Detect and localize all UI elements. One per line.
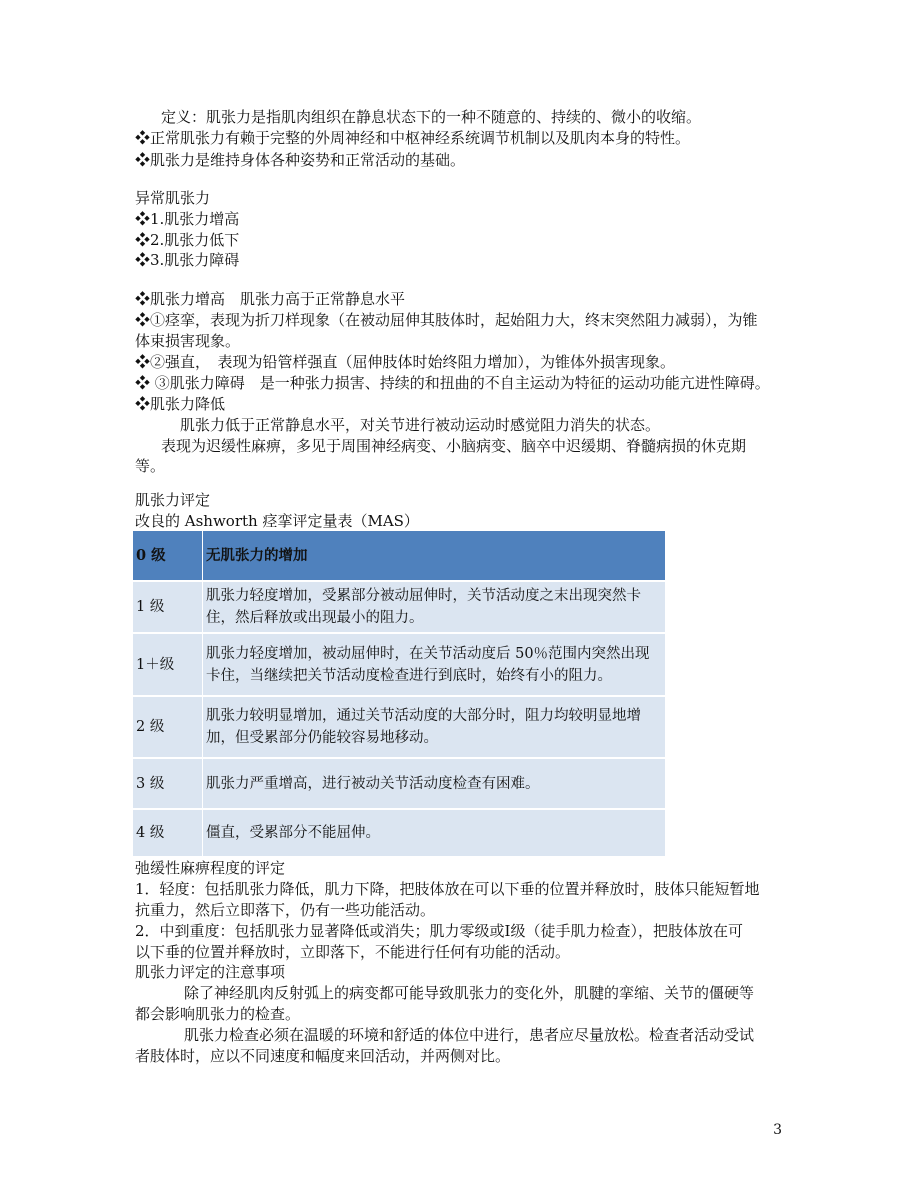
paragraph-line: 抗重力，然后立即落下，仍有一些功能活动。 [135, 901, 436, 919]
definition-line: ❖正常肌张力有赖于完整的外周神经和中枢神经系统调节机制以及肌肉本身的特性。 [135, 129, 691, 147]
description-cell: 肌张力轻度增加，被动屈伸时，在关节活动度后 50％范围内突然出现卡住，当继续把关节活动度检查进行到底时，始终有小的阻力。 [203, 633, 666, 696]
description-cell: 僵直，受累部分不能屈伸。 [203, 809, 666, 856]
table-row [133, 581, 665, 633]
table-row [133, 696, 665, 758]
paragraph-line: 1．轻度：包括肌张力降低，肌力下降，把肢体放在可以下垂的位置并释放时，肢体只能短暂地 [135, 880, 760, 898]
grade-cell: 1 级 [133, 581, 203, 633]
paragraph-line: 者肢体时，应以不同速度和幅度来回活动，并两侧对比。 [135, 1047, 511, 1065]
table-header-row [133, 531, 665, 581]
section-heading: 异常肌张力 [135, 189, 211, 207]
paragraph-line: ❖肌张力增高 肌张力高于正常静息水平 [135, 290, 406, 308]
paragraph-line: 2．中到重度：包括肌张力显著降低或消失；肌力零级或Ⅰ级（徒手肌力检查），把肢体放在可 [135, 922, 743, 940]
page-number: 3 [773, 1122, 782, 1138]
paragraph-line: ❖肌张力降低 [135, 395, 226, 413]
paragraph-line: 等。 [135, 457, 166, 475]
mas-table [133, 531, 665, 856]
section-heading: 弛缓性麻痹程度的评定 [135, 859, 286, 877]
list-item: ❖3.肌张力障碍 [135, 251, 240, 269]
definition-line: ❖肌张力是维持身体各种姿势和正常活动的基础。 [135, 151, 466, 169]
paragraph-line: 肌张力检查必须在温暖的环境和舒适的体位中进行，患者应尽量放松。检查者活动受试 [184, 1026, 755, 1044]
grade-cell: 2 级 [133, 696, 203, 758]
section-heading: 肌张力评定 [135, 491, 211, 509]
paragraph-line: 表现为迟缓性麻痹，多见于周围神经病变、小脑病变、脑卒中迟缓期、脊髓病损的休克期 [161, 437, 747, 455]
grade-cell: 3 级 [133, 758, 203, 809]
definition-line: 定义：肌张力是指肌肉组织在静息状态下的一种不随意的、持续的、微小的收缩。 [161, 108, 702, 126]
table-title: 改良的 Ashworth 痉挛评定量表（MAS） [135, 512, 419, 530]
paragraph-line: ❖②强直， 表现为铅管样强直（屈伸肢体时始终阻力增加），为锥体外损害现象。 [135, 353, 676, 371]
paragraph-line: 体束损害现象。 [135, 332, 241, 350]
section-heading: 肌张力评定的注意事项 [135, 963, 286, 981]
paragraph-line: 都会影响肌张力的检查。 [135, 1005, 301, 1023]
grade-cell: 0 级 [133, 531, 203, 581]
table-row [133, 809, 665, 856]
paragraph-line: 肌张力低于正常静息水平，对关节进行被动运动时感觉阻力消失的状态。 [180, 416, 661, 434]
table-row [133, 633, 665, 696]
paragraph-line: 除了神经肌肉反射弧上的病变都可能导致肌张力的变化外，肌腱的挛缩、关节的僵硬等 [184, 984, 755, 1002]
description-cell: 肌张力较明显增加，通过关节活动度的大部分时，阻力均较明显地增加，但受累部分仍能较容易地移动。 [203, 696, 666, 758]
paragraph-line: ❖ ③肌张力障碍 是一种张力损害、持续的和扭曲的不自主运动为特征的运动功能亢进性障碍。 [135, 374, 770, 392]
list-item: ❖1.肌张力增高 [135, 210, 240, 228]
list-item: ❖2.肌张力低下 [135, 231, 240, 249]
description-cell: 无肌张力的增加 [203, 531, 666, 581]
description-cell: 肌张力严重增高，进行被动关节活动度检查有困难。 [203, 758, 666, 809]
grade-cell: 1＋级 [133, 633, 203, 696]
grade-cell: 4 级 [133, 809, 203, 856]
paragraph-line: ❖①痉挛，表现为折刀样现象（在被动屈伸其肢体时，起始阻力大，终末突然阻力减弱），为锥 [135, 311, 758, 329]
paragraph-line: 以下垂的位置并释放时，立即落下，不能进行任何有功能的活动。 [135, 943, 571, 961]
table-row [133, 758, 665, 809]
description-cell: 肌张力轻度增加，受累部分被动屈伸时，关节活动度之末出现突然卡住，然后释放或出现最小的阻力。 [203, 581, 666, 633]
